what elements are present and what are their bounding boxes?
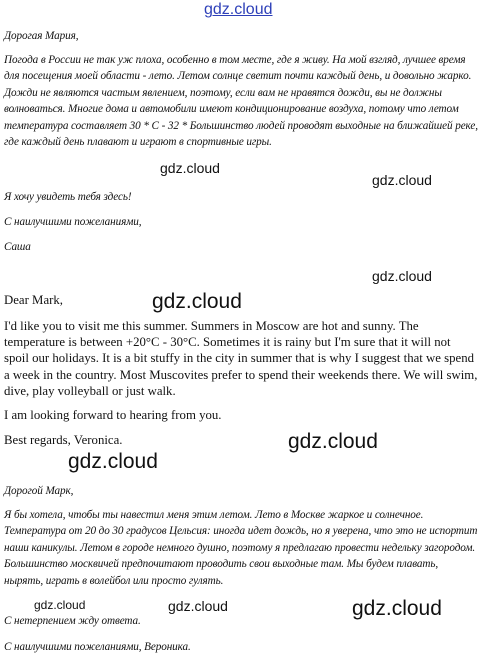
letter2-awaiting: С нетерпением жду ответа. bbox=[4, 615, 141, 627]
english-looking-forward: I am looking forward to hearing from you. bbox=[4, 408, 222, 422]
watermark-text: gdz.cloud bbox=[288, 430, 378, 453]
letter1-body: Погода в России не так уж плоха, особенно в том месте, где я живу. На мой взгляд, лучшее время для посещения моей области - лето. Летом солнце светит почти каждый день, и довольно жарко. Дожди не являются частым явлением, поэтому, если вам не нравятся дожди, вы не должны волноваться. Многие дома и автомобили имеют кондиционирование воздуха, потому что летом температура составляет 30 * С - 32 * Большинство людей проводят выходные на ближайшей реке, где каждый день плавают и играют в спортивные игры. bbox=[4, 54, 478, 149]
letter2-greeting: Дорогой Марк, bbox=[4, 485, 74, 497]
english-body: I'd like you to visit me this summer. Summers in Moscow are hot and sunny. The temperature is between +20°C - 30°C. Sometimes it is rainy but I'm sure that it will not spoil our holidays. It is a bit stuffy in the city in summer that is why I suggest that we spend a week in the country. Most Muscovites prefer to spend their weekends there. We will swim, dive, play volleyball or just walk. bbox=[4, 319, 478, 398]
watermark-text: gdz.cloud bbox=[372, 172, 432, 188]
watermark-text: gdz.cloud bbox=[152, 290, 242, 313]
watermark-text: gdz.cloud bbox=[160, 160, 220, 176]
letter1-wish: Я хочу увидеть тебя здесь! bbox=[4, 191, 132, 203]
watermark-text: gdz.cloud bbox=[68, 450, 158, 473]
english-greeting: Dear Mark, bbox=[4, 293, 63, 307]
letter2-body: Я бы хотела, чтобы ты навестил меня этим летом. Лето в Москве жаркое и солнечное. Температура от 20 до 30 градусов Цельсия: иногда идет дождь, но я уверена, что это не испортит наши каникулы. Летом в городе немного душно, поэтому я предлагаю провести недельку загородом. Большинство москвичей предпочитают проводить свои выходные там. Мы будем плавать, нырять, играть в волейбол или просто гулять. bbox=[4, 509, 478, 587]
letter1-greeting: Дорогая Мария, bbox=[4, 30, 79, 42]
english-closing: Best regards, Veronica. bbox=[4, 433, 123, 447]
letter1-closing: С наилучшими пожеланиями, bbox=[4, 216, 142, 228]
watermark-text: gdz.cloud bbox=[372, 268, 432, 284]
watermark-text: gdz.cloud bbox=[168, 598, 228, 614]
watermark-text: gdz.cloud bbox=[352, 597, 442, 620]
letter2-closing: С наилучшими пожеланиями, Вероника. bbox=[4, 641, 191, 653]
site-watermark-link[interactable]: gdz.cloud bbox=[204, 1, 273, 18]
letter1-signature: Саша bbox=[4, 241, 31, 253]
watermark-text: gdz.cloud bbox=[34, 598, 86, 612]
